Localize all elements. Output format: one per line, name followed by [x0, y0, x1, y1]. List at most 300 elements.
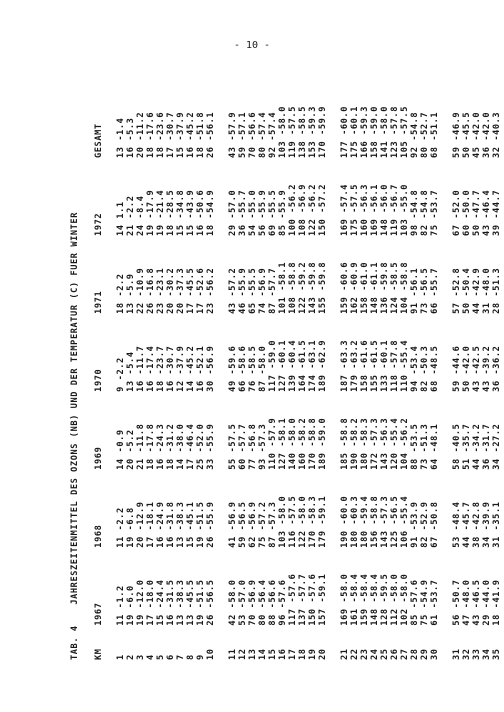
cell-value: 127 -60.1: [278, 339, 288, 392]
cell-value: 60 -57.7: [238, 423, 248, 470]
cell-value: 87 -58.0: [258, 345, 268, 392]
cell-km: 16: [278, 648, 288, 660]
cell-value: 120 -55.4: [390, 417, 400, 470]
cell-value: 190 -58.2: [350, 417, 360, 470]
cell-value: 106 -55.4: [400, 495, 410, 548]
cell-value: 19 -17.9: [146, 189, 156, 236]
cell-value: 15 -37.9: [176, 111, 186, 158]
cell-value: 119 -56.7: [390, 183, 400, 236]
table-row: [216, 80, 238, 660]
cell-value: 102 -58.0: [400, 573, 410, 626]
cell-value: 29 -57.0: [228, 189, 238, 236]
cell-value: 103 -58.0: [278, 495, 288, 548]
cell-km: 28: [410, 648, 420, 660]
cell-km: 13: [248, 648, 258, 660]
cell-value: 82 -50.3: [420, 345, 430, 392]
cell-value: 16 -31.5: [166, 579, 176, 626]
cell-value: 39 -44.7: [492, 189, 502, 236]
cell-value: 17 -30.7: [166, 111, 176, 158]
cell-value: 13 -38.3: [176, 501, 186, 548]
cell-value: 42 -58.0: [228, 579, 238, 626]
cell-km: 35: [492, 648, 502, 660]
cell-km: 20: [318, 648, 328, 660]
cell-km: 4: [146, 654, 156, 660]
cell-value: 24 -8.4: [136, 195, 146, 236]
cell-value: 22 -10.9: [136, 267, 146, 314]
table-row: [462, 80, 472, 660]
cell-value: 46 -55.9: [238, 267, 248, 314]
row-group-31-35: [440, 80, 502, 660]
page-number: - 10 -: [233, 40, 271, 51]
cell-value: 20 -5.2: [126, 429, 136, 470]
table-row: [360, 80, 370, 660]
table-row: [482, 80, 492, 660]
cell-km: 17: [288, 648, 298, 660]
cell-value: 43 -57.9: [228, 111, 238, 158]
cell-value: 119 -57.5: [288, 106, 298, 158]
cell-value: 59 -57.1: [238, 111, 248, 158]
cell-value: 43 -42.5: [472, 345, 482, 392]
cell-value: 148 -58.4: [370, 573, 380, 626]
cell-value: 169 -57.4: [340, 183, 350, 236]
cell-value: 18 -17.6: [146, 111, 156, 158]
column-header-1968: 1968: [94, 524, 104, 548]
cell-value: 77 -56.8: [248, 423, 258, 470]
cell-value: 36 -55.7: [238, 189, 248, 236]
cell-value: 75 -54.9: [420, 579, 430, 626]
cell-value: 21 -2.2: [126, 195, 136, 236]
cell-value: 64 -48.1: [430, 423, 440, 470]
cell-value: 158 -61.0: [360, 261, 370, 314]
cell-value: 157 -59.1: [318, 573, 328, 626]
cell-km: 1: [116, 654, 126, 660]
column-header-km: KM: [94, 648, 104, 660]
table-row: [350, 80, 360, 660]
rotated-table-block: [70, 80, 502, 660]
table-row: [390, 80, 400, 660]
cell-km: 27: [400, 648, 410, 660]
cell-value: 117 -59.0: [268, 339, 278, 392]
cell-value: 92 -54.8: [410, 111, 420, 158]
cell-value: 150 -57.2: [318, 183, 328, 236]
cell-value: 96 -57.6: [278, 579, 288, 626]
cell-value: 122 -59.2: [298, 261, 308, 314]
cell-value: 36 -36.2: [492, 345, 502, 392]
cell-value: 50 -45.5: [462, 111, 472, 158]
table-title: [70, 80, 90, 660]
cell-value: 124 -58.5: [390, 261, 400, 314]
table-row: [176, 80, 186, 660]
cell-value: 110 -55.4: [400, 339, 410, 392]
cell-value: 60 -50.0: [462, 189, 472, 236]
cell-value: 23 -56.2: [206, 267, 216, 314]
cell-km: 6: [166, 654, 176, 660]
table-row: [440, 80, 462, 660]
cell-value: 51 -35.7: [462, 423, 472, 470]
table-row: [370, 80, 380, 660]
cell-value: 189 -59.0: [318, 417, 328, 470]
cell-value: 108 -58.8: [288, 261, 298, 314]
cell-value: 85 -55.9: [278, 189, 288, 236]
cell-value: 19 -51.5: [196, 501, 206, 548]
cell-km: 10: [206, 648, 216, 660]
cell-value: 143 -56.3: [380, 417, 390, 470]
cell-value: 93 -57.3: [258, 423, 268, 470]
cell-value: 15 -43.9: [186, 189, 196, 236]
cell-km: 19: [308, 648, 318, 660]
cell-value: 15 -24.4: [156, 579, 166, 626]
cell-value: 59 -56.5: [238, 501, 248, 548]
cell-value: 91 -53.9: [410, 501, 420, 548]
cell-value: 67 -52.0: [452, 189, 462, 236]
cell-value: 179 -63.2: [350, 339, 360, 392]
cell-value: 153 -59.3: [308, 106, 318, 158]
table-number: TAB. 4: [70, 625, 80, 660]
table-row: [328, 80, 350, 660]
cell-value: 122 -58.0: [298, 495, 308, 548]
cell-value: 55 -57.5: [228, 423, 238, 470]
cell-value: 74 -56.9: [258, 267, 268, 314]
cell-value: 57 -52.8: [452, 267, 462, 314]
cell-km: 32: [462, 648, 472, 660]
table-row: [278, 80, 288, 660]
row-group-21-30: [328, 80, 440, 660]
cell-value: 76 -58.5: [248, 345, 258, 392]
table-row: [186, 80, 196, 660]
cell-value: 108 -56.9: [298, 183, 308, 236]
cell-value: 18 -17.8: [146, 423, 156, 470]
cell-value: 122 -56.2: [308, 183, 318, 236]
cell-value: 155 -59.8: [318, 261, 328, 314]
cell-value: 33 -55.9: [206, 423, 216, 470]
cell-value: 13 -38.3: [176, 579, 186, 626]
cell-value: 164 -61.5: [298, 339, 308, 392]
table-row: [156, 80, 166, 660]
cell-value: 112 -58.0: [390, 573, 400, 626]
cell-value: 36 -42.0: [482, 111, 492, 158]
cell-value: 136 -59.8: [380, 261, 390, 314]
cell-value: 82 -52.9: [420, 501, 430, 548]
cell-value: 50 -50.4: [462, 267, 472, 314]
cell-value: 47 -48.0: [462, 579, 472, 626]
cell-value: 70 -56.9: [248, 579, 258, 626]
cell-value: 26 -56.5: [206, 579, 216, 626]
cell-value: 180 -60.3: [350, 495, 360, 548]
cell-value: 20 -30.2: [166, 267, 176, 314]
cell-value: 13 -1.4: [116, 117, 126, 158]
cell-value: 85 -57.6: [410, 579, 420, 626]
cell-value: 11 -1.2: [116, 585, 126, 626]
cell-value: 19 -21.4: [156, 189, 166, 236]
cell-value: 19 -6.8: [126, 507, 136, 548]
cell-value: 125 -56.5: [390, 495, 400, 548]
cell-value: 16 -52.1: [196, 345, 206, 392]
cell-value: 179 -59.1: [318, 495, 328, 548]
cell-value: 180 -59.4: [360, 495, 370, 548]
cell-value: 127 -58.1: [278, 417, 288, 470]
cell-value: 44 -34.2: [472, 423, 482, 470]
cell-value: 25 -52.0: [196, 423, 206, 470]
column-header-1972: 1972: [94, 212, 104, 236]
cell-value: 100 -56.2: [288, 183, 298, 236]
cell-value: 11 -2.2: [116, 507, 126, 548]
cell-value: 17 -18.1: [146, 501, 156, 548]
table-row: [288, 80, 298, 660]
cell-value: 169 -58.0: [340, 573, 350, 626]
cell-value: 18 -51.8: [196, 111, 206, 158]
cell-value: 141 -58.0: [380, 106, 390, 158]
cell-km: 22: [350, 648, 360, 660]
cell-value: 80 -52.7: [420, 111, 430, 158]
table-row: [238, 80, 248, 660]
cell-value: 43 -46.4: [482, 189, 492, 236]
cell-value: 185 -58.8: [340, 417, 350, 470]
cell-value: 16 -31.8: [166, 501, 176, 548]
cell-value: 14 -0.9: [116, 429, 126, 470]
cell-km: 21: [340, 648, 350, 660]
cell-value: 189 -62.9: [318, 339, 328, 392]
cell-km: 9: [196, 654, 206, 660]
table-caption: JAHRESZEITENMITTEL DES OZONS (NB) UND DER TEMPERATUR (C) FUER WINTER: [70, 212, 80, 605]
cell-value: 17 -45.5: [186, 267, 196, 314]
cell-value: 13 -5.4: [126, 351, 136, 392]
cell-km: 12: [238, 648, 248, 660]
cell-value: 160 -58.2: [298, 417, 308, 470]
table-row: [248, 80, 258, 660]
cell-value: 104 -58.8: [400, 261, 410, 314]
cell-value: 44 -42.9: [472, 267, 482, 314]
cell-value: 56 -55.9: [258, 189, 268, 236]
cell-value: 17 -52.6: [196, 267, 206, 314]
cell-value: 158 -59.0: [370, 106, 380, 158]
cell-value: 18 -2.2: [116, 273, 126, 314]
cell-value: 66 -58.6: [238, 345, 248, 392]
cell-value: 117 -57.6: [288, 573, 298, 626]
cell-value: 41 -56.9: [228, 501, 238, 548]
table-row: [146, 80, 156, 660]
cell-km: 15: [268, 648, 278, 660]
cell-value: 19 -6.0: [126, 585, 136, 626]
cell-value: 103 -55.0: [400, 183, 410, 236]
table-row: [430, 80, 440, 660]
cell-value: 92 -57.4: [268, 111, 278, 158]
table-row: [298, 80, 308, 660]
cell-value: 138 -58.5: [298, 106, 308, 158]
column-header-1967: 1967: [94, 602, 104, 626]
cell-value: 28 -51.3: [492, 267, 502, 314]
cell-value: 14 1.1: [116, 201, 126, 236]
cell-value: 38 -42.8: [472, 501, 482, 548]
cell-value: 82 -54.8: [420, 189, 430, 236]
cell-value: 20 -11.2: [136, 111, 146, 158]
cell-value: 110 -57.9: [268, 417, 278, 470]
cell-value: 13 -5.9: [126, 273, 136, 314]
cell-value: 56 -50.7: [452, 579, 462, 626]
cell-km: 33: [472, 648, 482, 660]
cell-value: 16 -17.4: [146, 345, 156, 392]
cell-value: 75 -53.7: [430, 189, 440, 236]
cell-value: 16 -30.7: [166, 345, 176, 392]
table-row: [420, 80, 430, 660]
cell-value: 123 -57.8: [390, 106, 400, 158]
cell-value: 160 -56.3: [360, 183, 370, 236]
table-row: [380, 80, 390, 660]
cell-km: 7: [176, 654, 186, 660]
cell-value: 174 -63.1: [308, 339, 318, 392]
cell-value: 21 -11.8: [136, 423, 146, 470]
cell-value: 23 -23.1: [156, 267, 166, 314]
table-row: [196, 80, 206, 660]
cell-value: 69 -55.5: [268, 189, 278, 236]
cell-value: 43 -39.2: [482, 345, 492, 392]
cell-value: 88 -53.5: [410, 423, 420, 470]
cell-value: 20 -12.9: [136, 501, 146, 548]
cell-value: 49 -59.6: [228, 345, 238, 392]
cell-km: 29: [420, 648, 430, 660]
cell-km: 23: [360, 648, 370, 660]
cell-value: 133 -60.1: [380, 339, 390, 392]
cell-value: 36 -31.7: [482, 423, 492, 470]
table-row: [126, 80, 136, 660]
cell-km: 25: [380, 648, 390, 660]
table-row: [258, 80, 268, 660]
cell-value: 26 -16.8: [146, 267, 156, 314]
cell-km: 8: [186, 654, 196, 660]
cell-value: 16 -24.3: [156, 423, 166, 470]
cell-value: 12 -37.9: [176, 345, 186, 392]
cell-km: 26: [390, 648, 400, 660]
cell-value: 45 -42.0: [472, 111, 482, 158]
cell-value: 91 -56.1: [410, 267, 420, 314]
cell-value: 18 -28.5: [166, 189, 176, 236]
cell-value: 53 -57.0: [238, 579, 248, 626]
cell-km: 2: [126, 654, 136, 660]
table-row: [206, 80, 216, 660]
cell-value: 170 -59.9: [318, 106, 328, 158]
cell-value: 16 -50.6: [196, 189, 206, 236]
cell-value: 162 -60.9: [350, 261, 360, 314]
cell-km: 3: [136, 654, 146, 660]
cell-value: 98 -54.8: [410, 189, 420, 236]
column-header-1971: 1971: [94, 290, 104, 314]
cell-value: 15 -45.1: [186, 501, 196, 548]
cell-value: 18 -23.6: [156, 111, 166, 158]
cell-value: 148 -56.0: [380, 183, 390, 236]
cell-value: 65 -55.5: [248, 267, 258, 314]
cell-km: 34: [482, 648, 492, 660]
cell-value: 9 -2.2: [116, 357, 126, 392]
cell-value: 143 -59.8: [308, 261, 318, 314]
cell-value: 137 -57.7: [298, 573, 308, 626]
cell-value: 159 -58.4: [360, 573, 370, 626]
table-row: [472, 80, 482, 660]
cell-value: 80 -57.4: [258, 111, 268, 158]
cell-value: 50 -47.7: [472, 189, 482, 236]
cell-km: 11: [228, 648, 238, 660]
cell-value: 14 -45.2: [186, 345, 196, 392]
cell-value: 116 -57.5: [288, 495, 298, 548]
cell-value: 19 -51.5: [196, 579, 206, 626]
cell-value: 175 -60.1: [350, 106, 360, 158]
cell-km: 18: [298, 648, 308, 660]
cell-value: 31 -35.1: [492, 501, 502, 548]
cell-value: 190 -60.0: [340, 495, 350, 548]
cell-value: 29 -44.0: [482, 579, 492, 626]
cell-value: 68 -51.1: [430, 111, 440, 158]
cell-value: 139 -60.4: [288, 339, 298, 392]
cell-value: 80 -56.4: [258, 579, 268, 626]
cell-value: 16 -11.7: [136, 345, 146, 392]
cell-value: 87 -57.3: [268, 501, 278, 548]
cell-value: 59 -44.6: [452, 345, 462, 392]
cell-value: 54 -55.0: [248, 189, 258, 236]
row-group-1-10: [104, 80, 216, 660]
cell-value: 30 -56.9: [206, 345, 216, 392]
cell-value: 31 -48.0: [482, 267, 492, 314]
table-row: [318, 80, 328, 660]
cell-value: 88 -56.6: [268, 579, 278, 626]
cell-value: 68 -48.5: [430, 345, 440, 392]
cell-value: 67 -50.8: [430, 501, 440, 548]
cell-value: 16 -45.2: [186, 111, 196, 158]
cell-value: 53 -48.4: [452, 501, 462, 548]
column-header-1969: 1969: [94, 446, 104, 470]
column-header-1970: 1970: [94, 368, 104, 392]
cell-value: 87 -57.7: [268, 267, 278, 314]
cell-value: 17 -18.0: [146, 579, 156, 626]
row-group-11-20: [216, 80, 328, 660]
cell-value: 66 -55.7: [430, 267, 440, 314]
header-row: [90, 80, 104, 660]
cell-value: 105 -57.5: [400, 106, 410, 158]
cell-value: 26 -55.9: [206, 501, 216, 548]
cell-value: 172 -57.3: [370, 417, 380, 470]
cell-value: 169 -56.1: [370, 183, 380, 236]
cell-value: 94 -53.4: [410, 345, 420, 392]
cell-km: 30: [430, 648, 440, 660]
cell-value: 58 -40.5: [452, 423, 462, 470]
cell-value: 34 -39.9: [482, 501, 492, 548]
cell-value: 148 -61.1: [370, 261, 380, 314]
cell-value: 158 -61.6: [360, 339, 370, 392]
cell-value: 187 -63.3: [340, 339, 350, 392]
cell-value: 118 -57.8: [390, 339, 400, 392]
cell-value: 15 -34.8: [176, 189, 186, 236]
cell-value: 34 -27.2: [492, 423, 502, 470]
cell-value: 70 -56.6: [248, 111, 258, 158]
cell-value: 101 -58.1: [278, 261, 288, 314]
cell-value: 143 -57.3: [380, 495, 390, 548]
cell-value: 170 -58.8: [308, 417, 318, 470]
cell-value: 18 -54.9: [206, 189, 216, 236]
cell-value: 175 -57.5: [350, 183, 360, 236]
cell-value: 16 -5.3: [126, 117, 136, 158]
cell-value: 155 -61.5: [370, 339, 380, 392]
cell-value: 73 -51.3: [420, 423, 430, 470]
cell-value: 32 -40.3: [492, 111, 502, 158]
cell-value: 43 -46.5: [472, 579, 482, 626]
cell-value: 73 -56.5: [420, 267, 430, 314]
cell-value: 62 -56.9: [248, 501, 258, 548]
cell-value: 18 -23.7: [156, 345, 166, 392]
ozone-temperature-table: [90, 80, 502, 660]
table-row: [104, 80, 126, 660]
cell-value: 50 -42.0: [462, 345, 472, 392]
table-row: [268, 80, 278, 660]
cell-km: 24: [370, 648, 380, 660]
cell-value: 13 -45.5: [186, 579, 196, 626]
cell-value: 140 -58.0: [288, 417, 298, 470]
